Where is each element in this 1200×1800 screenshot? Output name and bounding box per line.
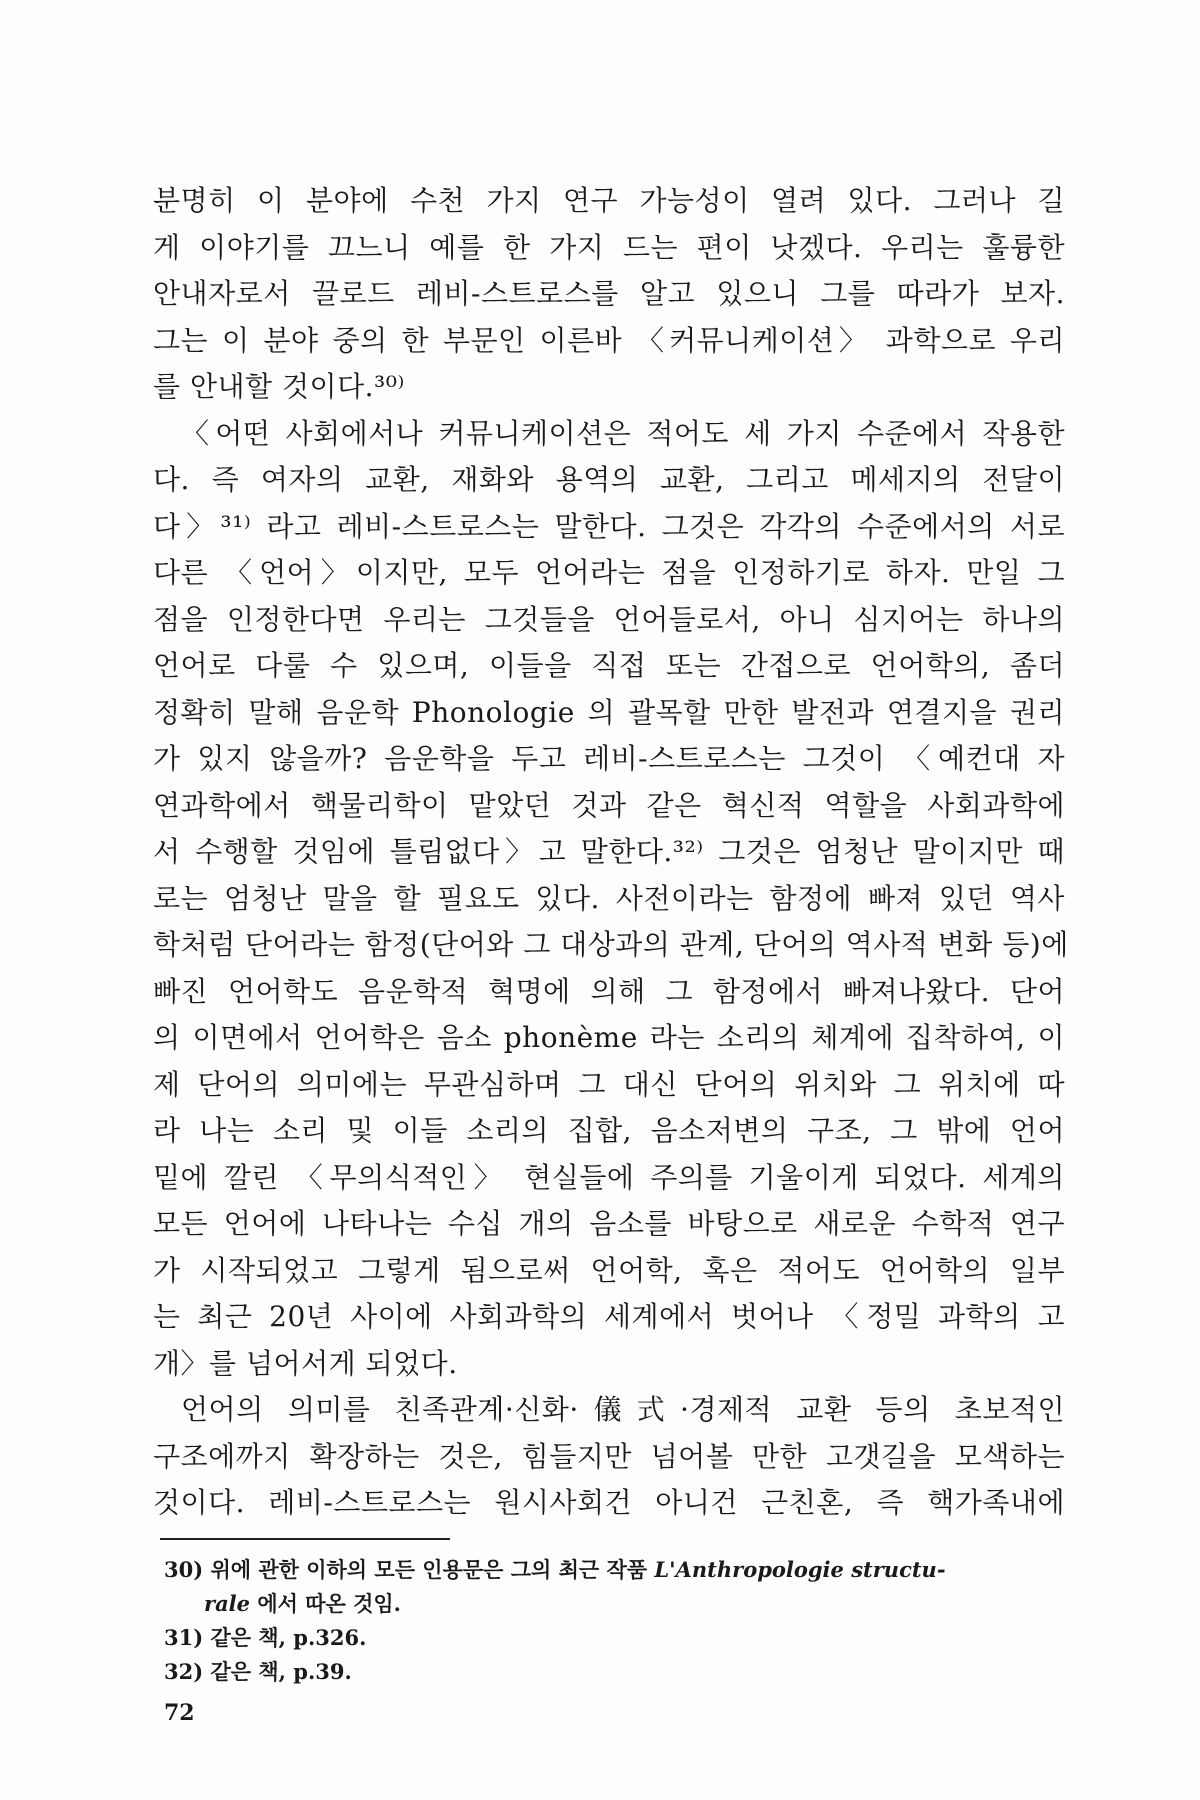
text-line: 빠진 언어학도 음운학적 혁명에 의해 그 함정에서 빠져나왔다. 단어 (153, 974, 1065, 1008)
footnote-30-continued (164, 1587, 1064, 1621)
text-line: 로는 엄청난 말을 할 필요도 있다. 사전이라는 함정에 빠져 있던 역사 (153, 881, 1065, 915)
text-line: 다〉³¹⁾ 라고 레비-스트로스는 말한다. 그것은 각각의 수준에서의 서로 (153, 509, 1065, 543)
text-line: 점을 인정한다면 우리는 그것들을 언어들로서, 아니 심지어는 하나의 (153, 602, 1065, 636)
footnote-30-text-end: 에서 따온 것임. (250, 1591, 401, 1616)
page-number: 72 (164, 1700, 195, 1726)
text-line: 개〉를 넘어서게 되었다. (153, 1346, 458, 1380)
footnote-31: 31) 같은 책, p.326. (164, 1625, 367, 1650)
text-line: 연과학에서 핵물리학이 맡았던 것과 같은 혁신적 역할을 사회과학에 (153, 788, 1065, 822)
text-line: 학처럼 단어라는 함정(단어와 그 대상과의 관계, 단어의 역사적 변화 등)에 (153, 928, 1069, 961)
footnote-32: 32) 같은 책, p.39. (164, 1659, 352, 1684)
text-line: 〈어떤 사회에서나 커뮤니케이션은 적어도 세 가지 수준에서 작용한 (181, 416, 1065, 450)
text-line: 그는 이 분야 중의 한 부문인 이른바 〈커뮤니케이션〉 과학으로 우리 (153, 323, 1065, 357)
footnote-30-book-title: L'Anthropologie structu- (654, 1557, 946, 1582)
text-line: 모든 언어에 나타나는 수십 개의 음소를 바탕으로 새로운 수학적 연구 (153, 1207, 1065, 1240)
text-line: 가 있지 않을까? 음운학을 두고 레비-스트로스는 그것이 〈예컨대 자 (153, 742, 1065, 775)
text-line: 서 수행할 것임에 틀림없다〉고 말한다.³²⁾ 그것은 엄청난 말이지만 때 (153, 835, 1065, 868)
text-line: 구조에까지 확장하는 것은, 힘들지만 넘어볼 만한 고갯길을 모색하는 (153, 1439, 1065, 1473)
footnote-30 (164, 1553, 1064, 1587)
text-line: 것이다. 레비-스트로스는 원시사회건 아니건 근친혼, 즉 핵가족내에 (153, 1486, 1065, 1519)
body-text (153, 178, 1069, 1527)
text-line: 언어로 다룰 수 있으며, 이들을 직접 또는 간접으로 언어학의, 좀더 (153, 649, 1065, 682)
text-line: 를 안내할 것이다.³⁰⁾ (153, 370, 405, 403)
text-line: 가 시작되었고 그렇게 됨으로써 언어학, 혹은 적어도 언어학의 일부 (153, 1253, 1065, 1287)
text-line: 의 이면에서 언어학은 음소 phonème 라는 소리의 체계에 집착하여, 이 (153, 1021, 1065, 1054)
footnote-30-text: 30) 위에 관한 이하의 모든 인용문은 그의 최근 작품 (164, 1557, 655, 1582)
text-line: 정확히 말해 음운학 Phonologie 의 괄목할 만한 발전과 연결지을 권리 (153, 695, 1065, 729)
text-line: 게 이야기를 끄느니 예를 한 가지 드는 편이 낫겠다. 우리는 훌륭한 (153, 230, 1065, 264)
text-line: 제 단어의 의미에는 무관심하며 그 대신 단어의 위치와 그 위치에 따 (153, 1067, 1065, 1101)
text-line: 분명히 이 분야에 수천 가지 연구 가능성이 열려 있다. 그러나 길 (153, 184, 1065, 217)
text-line: 는 최근 20년 사이에 사회과학의 세계에서 벗어나 〈정밀 과학의 고 (153, 1300, 1065, 1333)
text-line: 다. 즉 여자의 교환, 재화와 용역의 교환, 그리고 메세지의 전달이 (153, 463, 1065, 496)
footnote-divider (160, 1538, 450, 1540)
footnotes (164, 1553, 1064, 1689)
footnote-30-book-title-end: rale (204, 1591, 251, 1616)
text-line: 언어의 의미를 친족관계·신화·儀式·경제적 교환 등의 초보적인 (181, 1393, 1065, 1426)
text-line: 밑에 깔린 〈무의식적인〉 현실들에 주의를 기울이게 되었다. 세계의 (153, 1160, 1065, 1194)
text-line: 안내자로서 끌로드 레비-스트로스를 알고 있으니 그를 따라가 보자. (153, 277, 1065, 310)
text-line: 다른 〈언어〉이지만, 모두 언어라는 점을 인정하기로 하자. 만일 그 (153, 556, 1065, 589)
text-line: 라 나는 소리 및 이들 소리의 집합, 음소저변의 구조, 그 밖에 언어 (153, 1114, 1065, 1147)
